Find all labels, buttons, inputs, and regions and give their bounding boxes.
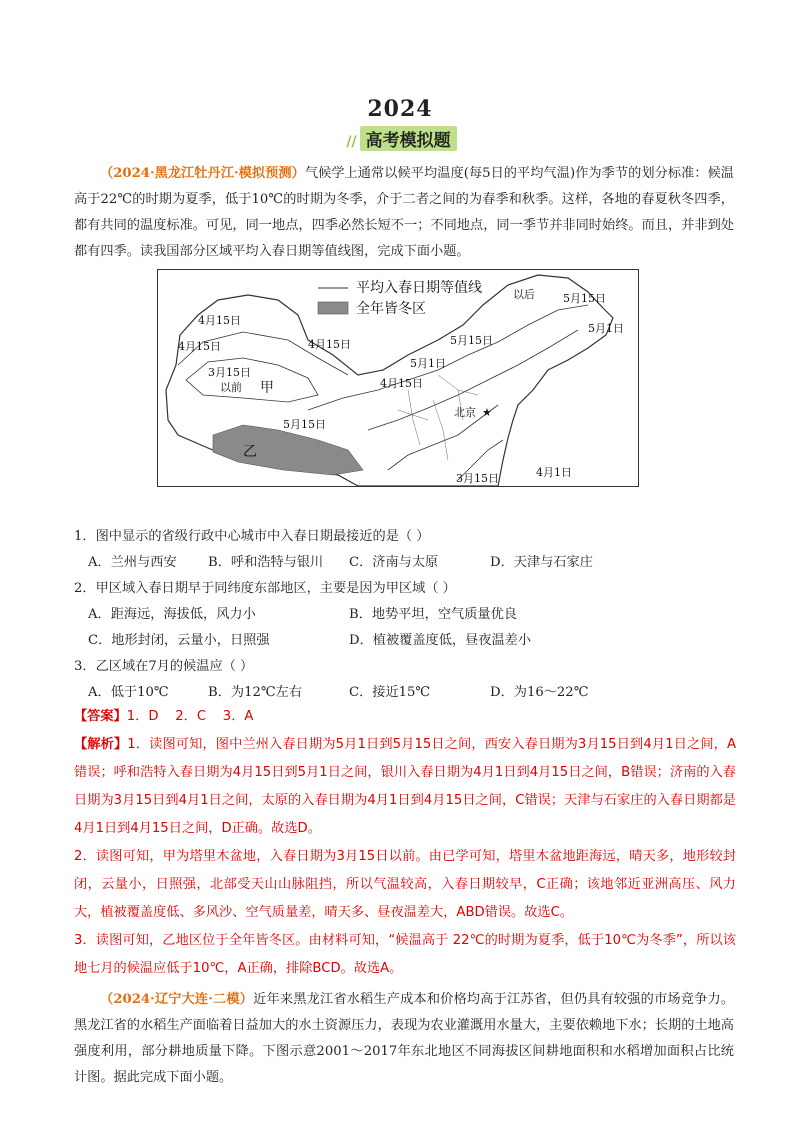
map-label: 5月15日 (450, 334, 493, 347)
analysis-label: 【解析】 (74, 737, 128, 752)
intro-text-2: 近年来黑龙江省水稻生产成本和价格均高于江苏省，但仍具有较强的市场竞争力。黑龙江省的水稻生产面临着日益加大的水土资源压力，表现为农业灌溉用水量大，主要依赖地下水；长期的土地高强度利用，部分耕地质量下降。下图示意2001～2017年东北地区不同海拔区间耕地面积和水稻增加面积占比统计图。据此完成下面小题。 (74, 992, 735, 1085)
map-label: 以后 (513, 288, 535, 301)
winter-area (213, 425, 363, 475)
map-label: 3月15日 (456, 472, 499, 485)
answer-text: 1．D 2．C 3．A (126, 709, 254, 724)
map-label: 5月15日 (563, 292, 606, 305)
legend-area-label: 全年皆冬区 (356, 301, 426, 317)
map-label: 4月15日 (380, 377, 423, 390)
question-3-stem: 3．乙区域在7月的候温应（ ） (74, 659, 254, 674)
intro-paragraph-2 (74, 987, 734, 1091)
intro-paragraph-1 (74, 161, 734, 265)
section-title-row (0, 126, 800, 151)
legend-area-sample (318, 302, 348, 314)
question-1-option: B．呼和浩特与银川 (208, 555, 324, 570)
map-label: 4月1日 (536, 466, 572, 479)
map-label: 北京 (454, 406, 476, 419)
analysis-paragraph-3: 3．读图可知，乙地区位于全年皆冬区。由材料可知，“候温高于 22℃的时期为夏季，低于10℃为冬季”，所以该地七月的候温应低于10℃，A正确，排除BCD。故选A。 (74, 933, 736, 976)
question-1-option: A．兰州与西安 (88, 555, 177, 570)
question-2-option: D．植被覆盖度低，昼夜温差小 (349, 633, 532, 648)
beijing-star-icon: ★ (482, 406, 492, 419)
map-label: 5月1日 (410, 357, 446, 370)
isoline-tarim (186, 358, 318, 402)
analysis-paragraph-1 (74, 731, 736, 843)
year-heading: 2024 (367, 96, 433, 122)
map-label: 乙 (243, 444, 257, 460)
map-label: 3月15日 (208, 366, 251, 379)
question-2-stem: 2．甲区域入春日期早于同纬度东部地区，主要是因为甲区域（ ） (74, 581, 456, 596)
question-3-option: A．低于10℃ (88, 685, 169, 700)
question-1-option: C．济南与太原 (349, 555, 439, 570)
question-3-option: D．为16～22℃ (490, 685, 589, 700)
map-figure (157, 269, 639, 487)
map-label: 4月15日 (198, 314, 241, 327)
legend-line-label: 平均入春日期等值线 (356, 280, 482, 296)
intro-text-1: 气候学上通常以候平均温度(每5日的平均气温)作为季节的划分标准：候温高于22℃的时期为夏季，低于10℃的时期为冬季，介于二者之间的为春季和秋季。这样，各地的春夏秋冬四季，都有共同的温度标准。可见，同一地点，四季必然长短不一；不同地点，同一季节并非同时始终。而且，并非到处都有四季。读我国部分区域平均入春日期等值线图，完成下面小题。 (74, 166, 734, 259)
isoline-map (158, 270, 638, 486)
map-label: 5月15日 (283, 418, 326, 431)
analysis-paragraph-2: 2．读图可知，甲为塔里木盆地，入春日期为3月15日以前。由已学可知，塔里木盆地距海远，晴天多，地形较封闭，云量小，日照强，北部受天山山脉阻挡，所以气温较高，入春日期较早，C正确；该地邻近亚洲高压、风力大，植被覆盖度低、多风沙、空气质量差，晴天多、昼夜温差大，ABD错误。故选C。 (74, 849, 736, 920)
source-tag-1: （2024·黑龙江牡丹江·模拟预测） (100, 166, 305, 181)
question-3-option: C．接近15℃ (349, 685, 431, 700)
analysis-text-1: 1．读图可知，图中兰州入春日期为5月1日到5月15日之间，西安入春日期为3月15日到4月1日之间，A错误；呼和浩特入春日期为4月15日到5月1日之间，银川入春日期为4月1日到4月15日之间，B错误；济南的入春日期为3月15日到4月1日之间，太原的入春日期为4月1日到4月15日之间，C错误；天津与石家庄的入春日期都是4月1日到4月15日之间，D正确。故选D。 (74, 737, 737, 836)
map-label: 5月1日 (588, 322, 624, 335)
title-decoration: // (346, 134, 357, 150)
question-1-stem: 1．图中显示的省级行政中心城市中入春日期最接近的是（ ） (74, 529, 430, 544)
source-tag-2: （2024·辽宁大连·二模） (100, 992, 254, 1007)
isoline-b (308, 305, 588, 410)
question-3-option: B．为12℃左右 (208, 685, 302, 700)
map-label: 甲 (260, 380, 274, 396)
question-2-option: A．距海远，海拔低，风力小 (88, 607, 256, 622)
question-2-option: B．地势平坦，空气质量优良 (349, 607, 517, 622)
map-label: 4月15日 (308, 338, 351, 351)
map-label: 以前 (220, 381, 242, 394)
question-2-option: C．地形封闭，云量小，日照强 (88, 633, 270, 648)
map-label: 4月15日 (178, 340, 221, 353)
answer-label: 【答案】 (74, 709, 127, 724)
answer-line (74, 703, 736, 731)
question-1-option: D．天津与石家庄 (490, 555, 593, 570)
section-title: 高考模拟题 (360, 126, 457, 151)
